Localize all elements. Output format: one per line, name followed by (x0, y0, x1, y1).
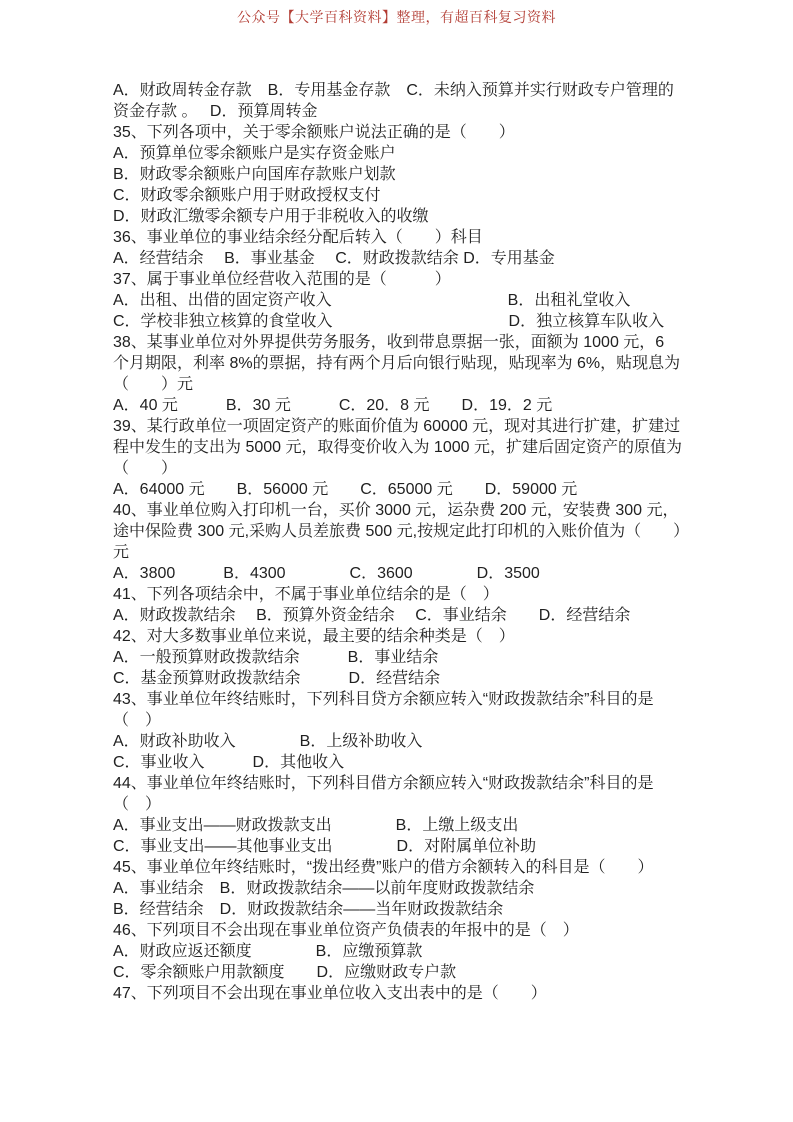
text-line: C．事业支出——其他事业支出 D．对附属单位补助 (113, 838, 537, 855)
text-line: 39、某行政单位一项固定资产的账面价值为 60000 元，现对其进行扩建，扩建过 (113, 418, 681, 435)
text-line: A．64000 元 B．56000 元 C．65000 元 D．59000 元 (113, 481, 578, 498)
text-line: 40、事业单位购入打印机一台，买价 3000 元，运杂费 200 元，安装费 300 元， (113, 502, 679, 519)
text-line: 36、事业单位的事业结余经分配后转入（ ）科目 (113, 229, 483, 246)
text-line: 37、属于事业单位经营收入范围的是（ ） (113, 271, 451, 288)
text-line: A．40 元 B．30 元 C．20．8 元 D．19．2 元 (113, 397, 553, 414)
text-line: 程中发生的支出为 5000 元，取得变价收入为 1000 元，扩建后固定资产的原值为 (113, 439, 682, 456)
text-line: 41、下列各项结余中，不属于事业单位结余的是（ ） (113, 586, 499, 603)
text-line: 35、下列各项中，关于零余额账户说法正确的是（ ） (113, 124, 515, 141)
text-line: 43、事业单位年终结账时，下列科目贷方余额应转入“财政拨款结余”科目的是 (113, 691, 654, 708)
text-line: （ ） (113, 460, 178, 477)
text-line: （ ） (113, 796, 162, 813)
text-line: A．3800 B．4300 C．3600 D．3500 (113, 565, 540, 582)
text-line: （ ） (113, 712, 162, 729)
text-line: A．财政周转金存款 B．专用基金存款 C．未纳入预算并实行财政专户管理的 (113, 82, 674, 99)
text-line: 47、下列项目不会出现在事业单位收入支出表中的是（ ） (113, 985, 547, 1002)
text-line: A．一般预算财政拨款结余 B．事业结余 (113, 649, 439, 666)
text-line: B．经营结余 D．财政拨款结余——当年财政拨款结余 (113, 901, 504, 918)
text-line: C．财政零余额账户用于财政授权支付 (113, 187, 381, 204)
text-line: A．财政补助收入 B．上级补助收入 (113, 733, 423, 750)
header-note: 公众号【大学百科资料】整理，有超百科复习资料 (237, 9, 556, 25)
text-line: A．预算单位零余额账户是实存资金账户 (113, 145, 396, 162)
text-line: B．财政零余额账户向国库存款账户划款 (113, 166, 396, 183)
text-line: A．经营结余 B．事业基金 C．财政拨款结余 D．专用基金 (113, 250, 555, 267)
text-line: C．基金预算财政拨款结余 D．经营结余 (113, 670, 441, 687)
document-body (113, 80, 713, 1004)
text-line: 45、事业单位年终结账时，“拨出经费”账户的借方余额转入的科目是（ ） (113, 859, 654, 876)
text-line: D．财政汇缴零余额专户用于非税收入的收缴 (113, 208, 429, 225)
text-line: 38、某事业单位对外界提供劳务服务，收到带息票据一张，面额为 1000 元，6 (113, 334, 665, 351)
text-line: C．零余额账户用款额度 D．应缴财政专户款 (113, 964, 457, 981)
text-line: 42、对大多数事业单位来说，最主要的结余种类是（ ） (113, 628, 515, 645)
text-line: （ ）元 (113, 376, 194, 393)
text-line: A．财政拨款结余 B．预算外资金结余 C．事业结余 D．经营结余 (113, 607, 631, 624)
text-line: A．事业支出——财政拨款支出 B．上缴上级支出 (113, 817, 519, 834)
text-line: 资金存款 。 D．预算周转金 (113, 103, 318, 120)
text-line: C．事业收入 D．其他收入 (113, 754, 345, 771)
text-line: 46、下列项目不会出现在事业单位资产负债表的年报中的是（ ） (113, 922, 579, 939)
text-line: 个月期限，利率 8%的票据，持有两个月后向银行贴现，贴现率为 6%，贴现息为 (113, 355, 681, 372)
text-line: C．学校非独立核算的食堂收入 D．独立核算车队收入 (113, 313, 665, 330)
text-line: 44、事业单位年终结账时，下列科目借方余额应转入“财政拨款结余”科目的是 (113, 775, 654, 792)
text-line: 元 (113, 544, 130, 561)
text-line: A．出租、出借的固定资产收入 B．出租礼堂收入 (113, 292, 631, 309)
text-line: A．财政应返还额度 B．应缴预算款 (113, 943, 423, 960)
text-line: A．事业结余 B．财政拨款结余——以前年度财政拨款结余 (113, 880, 535, 897)
text-line: 途中保险费 300 元,采购人员差旅费 500 元,按规定此打印机的入账价值为（ ） (113, 523, 690, 540)
